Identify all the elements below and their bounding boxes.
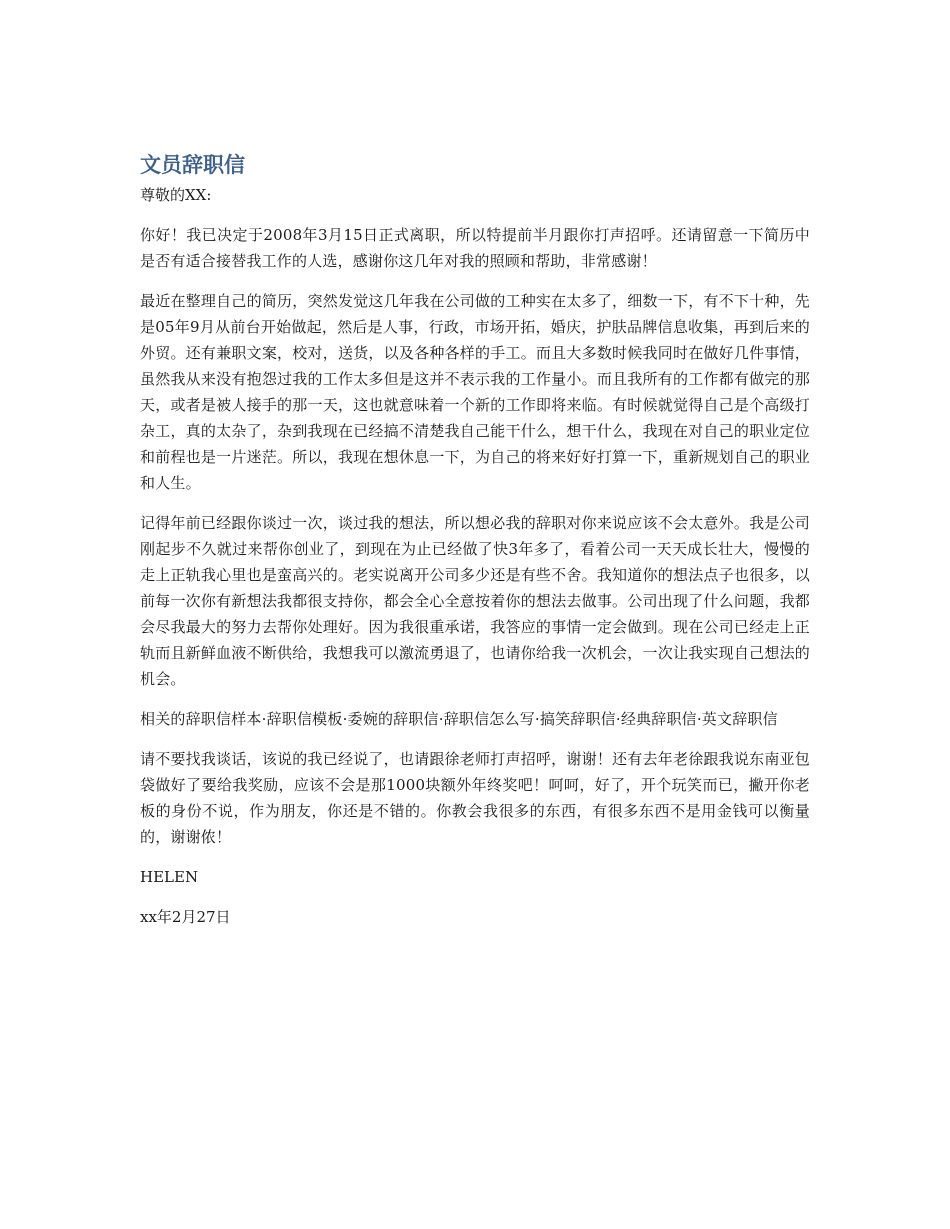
paragraph-notice: 你好！我已决定于2008年3月15日正式离职，所以特提前半月跟你打声招呼。还请留意一下简历中是否有适合接替我工作的人选，感谢你这几年对我的照顾和帮助，非常感谢！ (140, 226, 810, 270)
greeting: 尊敬的XX: (140, 186, 212, 204)
page-title: 文员辞职信 (140, 153, 245, 177)
letter-date: xx年2月27日 (140, 908, 231, 926)
signature: HELEN (140, 868, 199, 886)
paragraph-closing: 请不要找我谈话，该说的我已经说了，也请跟徐老师打声招呼，谢谢！还有去年老徐跟我说东南亚包袋做好了要给我奖励，应该不会是那1000块额外年终奖吧！呵呵，好了，开个玩笑而已，撇开你老板的身份不说，作为朋友，你还是不错的。你教会我很多的东西，有很多东西不是用金钱可以衡量的，谢谢侬！ (140, 750, 810, 846)
paragraph-history: 记得年前已经跟你谈过一次，谈过我的想法，所以想必我的辞职对你来说应该不会太意外。我是公司刚起步不久就过来帮你创业了，到现在为止已经做了快3年多了，看着公司一天天成长壮大，慢慢的走上正轨我心里也是蛮高兴的。老实说离开公司多少还是有些不舍。我知道你的想法点子也很多，以前每一次你有新想法我都很支持你，都会全心全意按着你的想法去做事。公司出现了什么问题，我都会尽我最大的努力去帮你处理好。因为我很重承诺，我答应的事情一定会做到。现在公司已经走上正轨而且新鲜血液不断供给，我想我可以激流勇退了，也请你给我一次机会，一次让我实现自己想法的机会。 (140, 514, 810, 688)
letter-page (140, 150, 810, 944)
paragraph-related-links: 相关的辞职信样本·辞职信模板·委婉的辞职信·辞职信怎么写·搞笑辞职信·经典辞职信·英文辞职信 (140, 710, 778, 728)
paragraph-reasons: 最近在整理自己的简历，突然发觉这几年我在公司做的工种实在太多了，细数一下，有不下十种，先是05年9月从前台开始做起，然后是人事，行政，市场开拓，婚庆，护肤品牌信息收集，再到后来的外贸。还有兼职文案，校对，送货，以及各种各样的手工。而且大多数时候我同时在做好几件事情，虽然我从来没有抱怨过我的工作太多但是这并不表示我的工作量小。而且我所有的工作都有做完的那天，或者是被人接手的那一天，这也就意味着一个新的工作即将来临。有时候就觉得自己是个高级打杂工，真的太杂了，杂到我现在已经搞不清楚我自己能干什么，想干什么，我现在对自己的职业定位和前程也是一片迷茫。所以，我现在想休息一下，为自己的将来好好打算一下，重新规划自己的职业和人生。 (140, 292, 810, 492)
